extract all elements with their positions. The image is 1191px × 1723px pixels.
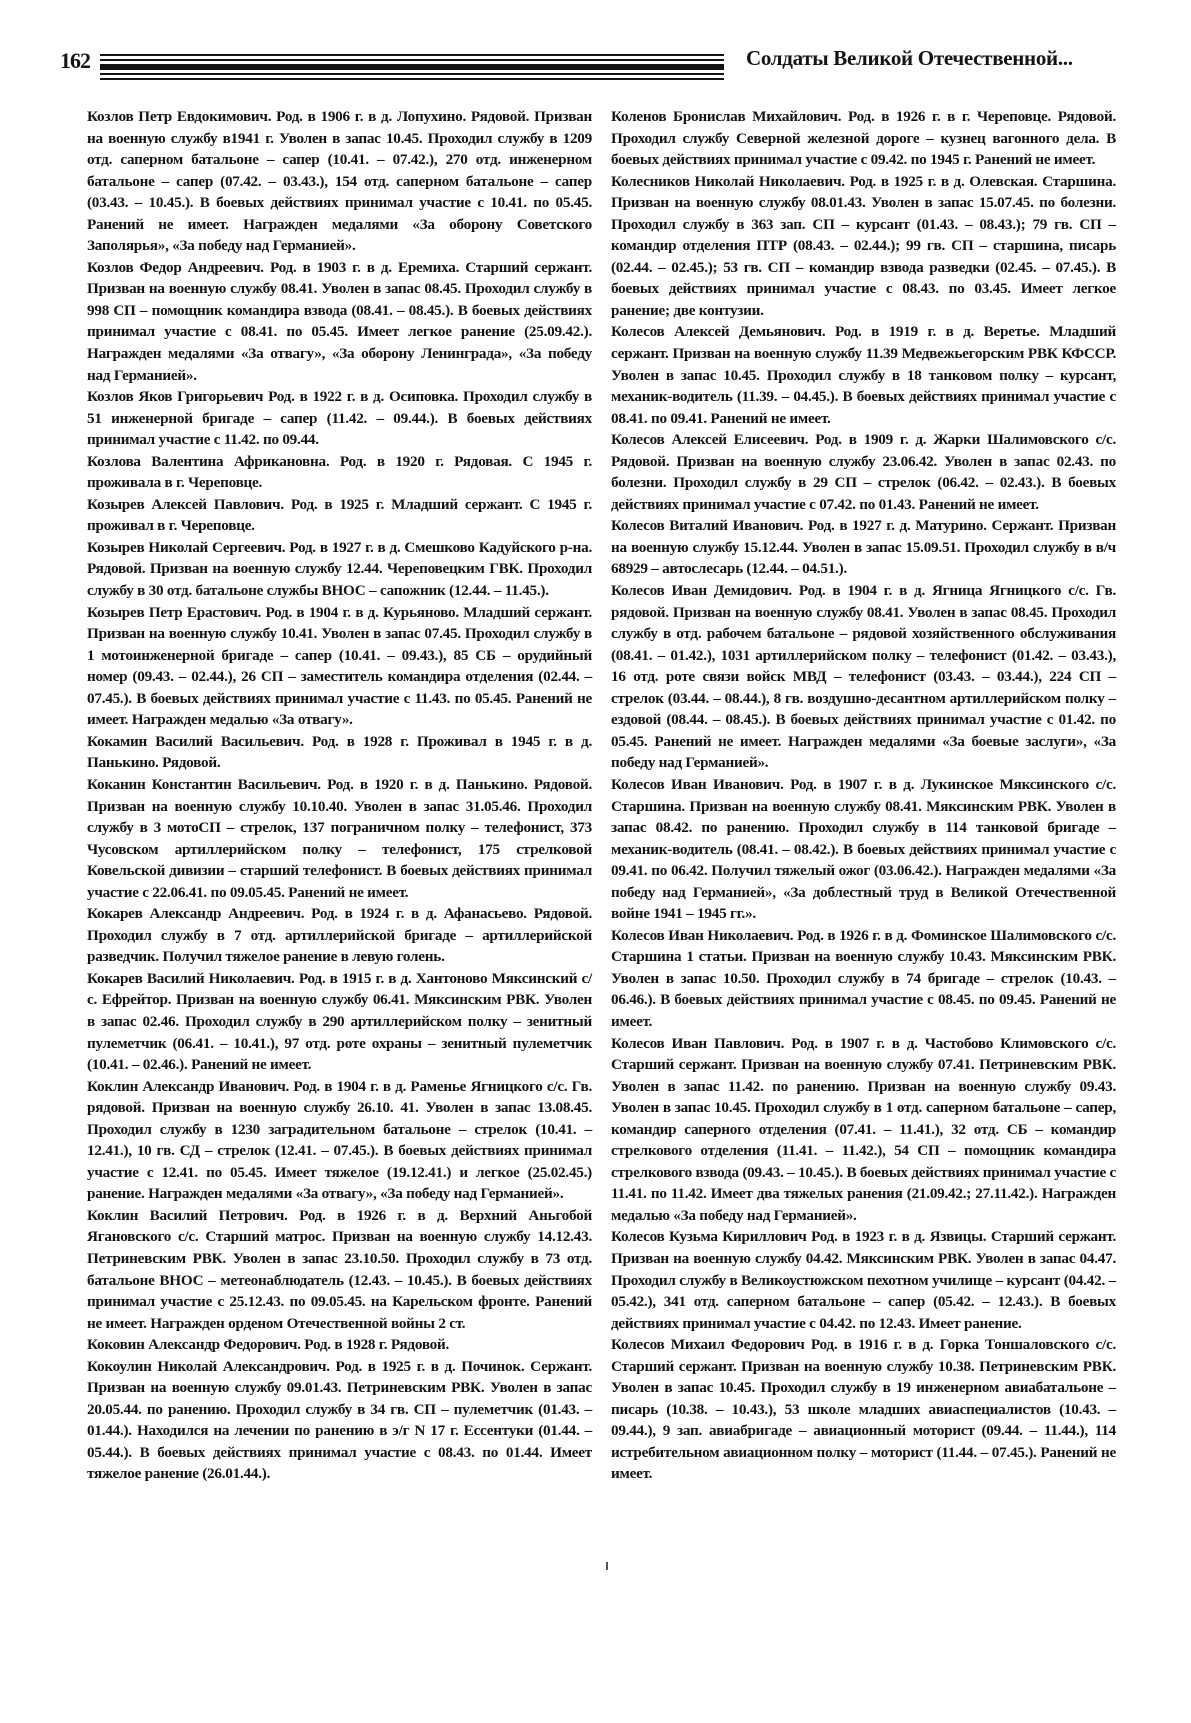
biography-entry: Колесов Иван Павлович. Род. в 1907 г. в д. Частобово Климовского с/с. Старший сержант. Призван на военную службу 07.41. Петриневским РВК. Уволен в запас 11.42. по ранению. Призван на военную службу 09.43. Уволен в запас 10.45. Проходил службу в 1 отд. саперном батальоне – сапер, командир саперного отделения (07.41. – 11.41.), 32 отд. СБ – командир стрелкового отделения (11.41. – 11.42.), 54 СП – помощник командира стрелкового взвода (09.43. – 10.45.). В боевых действиях принимал участие с 11.41. по 11.42. Имеет два тяжелых ранения (21.09.42.; 27.11.42.). Награжден медалью «За победу над Германией». bbox=[611, 1034, 1116, 1224]
biography-entry: Колесников Николай Николаевич. Род. в 1925 г. в д. Олевская. Старшина. Призван на военную службу 08.01.43. Уволен в запас 15.07.45. по болезни. Проходил службу в 363 зап. СП – курсант (01.43. – 08.43.); 79 гв. СП – командир отделения ПТР (08.43. – 02.44.); 99 гв. СП – старшина, писарь (02.44. – 02.45.); 53 гв. СП – командир взвода разведки (02.45. – 07.45.). В боевых действиях принимал участие с 08.43. по 03.45. Имеет легкое ранение; две контузии. bbox=[611, 172, 1116, 319]
biography-entry: Козлова Валентина Африкановна. Род. в 1920 г. Рядовая. С 1945 г. проживала в г. Череповце. bbox=[87, 452, 592, 492]
left-column bbox=[87, 106, 592, 1485]
biography-entry: Колесов Иван Демидович. Род. в 1904 г. в д. Ягница Ягницкого с/с. Гв. рядовой. Призван на военную службу 08.41. Уволен в запас 08.45. Проходил службу в отд. рабочем батальоне – рядовой хозяйственного обслуживания (08.41. – 01.42.), 1031 артиллерийском полку – телефонист (01.42. – 03.43.), 16 отд. роте связи войск МВД – телефонист (03.43. – 03.44.), 224 СП – стрелок (03.44. – 08.44.), 8 гв. воздушно-десантном артиллерийском полку – ездовой (08.44. – 08.45.). В боевых действиях принимал участие с 01.42. по 05.45. Ранений не имеет. Награжден медалями «За боевые заслуги», «За победу над Германией». bbox=[611, 582, 1116, 772]
biography-entry: Кокамин Василий Васильевич. Род. в 1928 г. Проживал в 1945 г. в д. Панькино. Рядовой. bbox=[87, 732, 592, 772]
biography-entry: Козлов Федор Андреевич. Род. в 1903 г. в д. Еремиха. Старший сержант. Призван на военную службу 08.41. Уволен в запас 08.45. Проходил службу в 998 СП – помощник командира взвода (08.41. – 08.45.). В боевых действиях принимал участие с 08.41. по 05.45. Имеет легкое ранение (25.09.42.). Награжден медалями «За отвагу», «За оборону Ленинграда», «За победу над Германией». bbox=[87, 258, 592, 384]
biography-entry: Кокарев Василий Николаевич. Род. в 1915 г. в д. Хантоново Мяксинский с/с. Ефрейтор. Призван на военную службу 06.41. Мяксинским РВК. Уволен в запас 02.46. Проходил службу в 290 артиллерийском полку – зенитный пулеметчик (06.41. – 10.41.), 97 отд. роте охраны – зенитный пулеметчик (10.41. – 02.46.). Ранений не имеет. bbox=[87, 969, 592, 1074]
biography-entry: Колесов Кузьма Кириллович Род. в 1923 г. в д. Язвицы. Старший сержант. Призван на военную службу 04.42. Мяксинским РВК. Уволен в запас 04.47. Проходил службу в Великоустюжском пехотном училище – курсант (04.42. – 05.42.), 341 отд. саперном батальоне – сапер (05.42. – 12.43.). В боевых действиях принимал участие с 04.42. по 12.43. Имеет ранение. bbox=[611, 1228, 1116, 1332]
biography-entry: Коленов Бронислав Михайлович. Род. в 1926 г. в г. Череповце. Рядовой. Проходил службу Северной железной дороге – кузнец вагонного дела. В боевых действиях принимал участие с 09.42. по 1945 г. Ранений не имеет. bbox=[611, 108, 1116, 169]
biography-entry: Колесов Алексей Елисеевич. Род. в 1909 г. д. Жарки Шалимовского с/с. Рядовой. Призван на военную службу 23.06.42. Уволен в запас 02.43. по болезни. Проходил службу в 29 СП – стрелок (06.42. – 02.43.). В боевых действиях принимал участие с 07.42. по 01.43. Ранений не имеет. bbox=[611, 431, 1116, 513]
biography-entry: Козырев Петр Ерастович. Род. в 1904 г. в д. Курьяново. Младший сержант. Призван на военную службу 10.41. Уволен в запас 07.45. Проходил службу в 1 мотоинженерной бригаде – сапер (10.41. – 09.43.), 85 СБ – орудийный номер (09.43. – 02.44.), 26 СП – заместитель командира отделения (02.44. – 07.45.). В боевых действиях принимал участие с 11.43. по 05.45. Ранений не имеет. Награжден медалью «За отвагу». bbox=[87, 603, 592, 729]
page-mark bbox=[606, 1562, 608, 1570]
biography-entry: Колесов Виталий Иванович. Род. в 1927 г. д. Матурино. Сержант. Призван на военную службу 15.12.44. Уволен в запас 15.09.51. Проходил службу в в/ч 68929 – автослесарь (12.44. – 04.51.). bbox=[611, 517, 1116, 578]
biography-entry: Колесов Алексей Демьянович. Род. в 1919 г. в д. Веретье. Младший сержант. Призван на военную службу 11.39 Медвежьегорским РВК КФССР. Уволен в запас 10.45. Проходил службу в 18 танковом полку – курсант, механик-водитель (11.39. – 04.45.). В боевых действиях принимал участие с 08.41. по 09.41. Ранений не имеет. bbox=[611, 323, 1116, 427]
biography-entry: Колесов Михаил Федорович Род. в 1916 г. в д. Горка Тоншаловского с/с. Старший сержант. Призван на военную службу 10.38. Петриневским РВК. Уволен в запас 10.45. Проходил службу в 19 инженерном авиабатальоне – писарь (10.38. – 10.43.), 53 школе младших авиаспециалистов (10.43. – 09.44.), 9 зап. авиабригаде – авиационный моторист (09.44. – 11.44.), 114 истребительном авиационном полку – моторист (11.44. – 07.45.). Ранений не имеет. bbox=[611, 1336, 1116, 1483]
biography-entry: Коканин Константин Васильевич. Род. в 1920 г. в д. Панькино. Рядовой. Призван на военную службу 10.10.40. Уволен в запас 31.05.46. Проходил службу в 3 мотоСП – стрелок, 137 пограничном полку – телефонист, 373 Чусовском артиллерийском полку – телефонист, 175 стрелковой Ковельской дивизии – старший телефонист. В боевых действиях принимал участие с 22.06.41. по 09.05.45. Ранений не имеет. bbox=[87, 775, 592, 901]
right-column bbox=[611, 106, 1116, 1485]
header-rules bbox=[100, 54, 724, 83]
page-number: 162 bbox=[60, 48, 90, 73]
biography-entry: Козырев Николай Сергеевич. Род. в 1927 г. в д. Смешково Кадуйского р-на. Рядовой. Призван на военную службу 12.44. Череповецким ГВК. Проходил службу в 30 отд. батальоне службы ВНОС – сапожник (12.44. – 11.45.). bbox=[87, 538, 592, 600]
biography-entry: Козырев Алексей Павлович. Род. в 1925 г. Младший сержант. С 1945 г. проживал в г. Череповце. bbox=[87, 495, 592, 535]
biography-entry: Кокарев Александр Андреевич. Род. в 1924 г. в д. Афанасьево. Рядовой. Проходил службу в 7 отд. артиллерийской бригаде – артиллерийской разведчик. Получил тяжелое ранение в левую голень. bbox=[87, 905, 592, 966]
biography-entry: Козлов Яков Григорьевич Род. в 1922 г. в д. Осиповка. Проходил службу в 51 инженерной бригаде – сапер (11.42. – 09.44.). В боевых действиях принимал участие с 11.42. по 09.44. bbox=[87, 388, 592, 449]
running-title: Солдаты Великой Отечественной... bbox=[746, 46, 1073, 70]
running-header bbox=[60, 44, 1120, 78]
biography-entry: Коковин Александр Федорович. Род. в 1928 г. Рядовой. bbox=[87, 1336, 450, 1354]
biography-entry: Козлов Петр Евдокимович. Род. в 1906 г. в д. Лопухино. Рядовой. Призван на военную службу в1941 г. Уволен в запас 10.45. Проходил службу в 1209 отд. саперном батальоне – сапер (10.41. – 07.42.), 270 отд. инженерном батальоне – сапер (07.42. – 03.43.), 154 отд. саперном батальоне – сапер (03.43. – 10.45.). В боевых действиях принимал участие с 10.41. по 05.45. Ранений не имеет. Награжден медалями «За оборону Советского Заполярья», «За победу над Германией». bbox=[87, 108, 592, 255]
biography-entry: Колесов Иван Иванович. Род. в 1907 г. в д. Лукинское Мяксинского с/с. Старшина. Призван на военную службу 08.41. Мяксинским РВК. Уволен в запас 08.42. по ранению. Проходил службу в 114 танковой бригаде – механик-водитель (08.41. – 08.42.). В боевых действиях принимал участие с 09.41. по 06.42. Получил тяжелый ожог (03.06.42.). Награжден медалями «За победу над Германией», «За доблестный труд в Великой Отечественной войне 1941 – 1945 гг.». bbox=[611, 775, 1116, 923]
biography-entry: Коклин Василий Петрович. Род. в 1926 г. в д. Верхний Аньгобой Ягановского с/с. Старший матрос. Призван на военную службу 14.12.43. Петриневским РВК. Уволен в запас 23.10.50. Проходил службу в 73 отд. батальоне ВНОС – метеонаблюдатель (12.43. – 10.45.). В боевых действиях принимал участие с 25.12.43. по 09.05.45. на Карельском фронте. Ранений не имеет. Награжден орденом Отечественной войны 2 ст. bbox=[87, 1206, 592, 1332]
biography-entry: Коклин Александр Иванович. Род. в 1904 г. в д. Раменье Ягницкого с/с. Гв. рядовой. Призван на военную службу 26.10. 41. Уволен в запас 13.08.45. Проходил службу в 1230 заградительном батальоне – стрелок (10.41. – 12.41.), 10 гв. СД – стрелок (12.41. – 07.45.). В боевых действиях принимал участие с 12.41. по 05.45. Имеет тяжелое (19.12.41.) и легкое (25.02.45.) ранение. Награжден медалями «За отвагу», «За победу над Германией». bbox=[87, 1077, 592, 1203]
biography-entry: Колесов Иван Николаевич. Род. в 1926 г. в д. Фоминское Шалимовского с/с. Старшина 1 статьи. Призван на военную службу 10.43. Мяксинским РВК. Уволен в запас 10.50. Проходил службу в 74 бригаде – стрелок (10.43. – 06.46.). В боевых действиях принимал участие с 08.45. по 09.45. Ранений не имеет. bbox=[611, 926, 1116, 1030]
biography-entry: Кокоулин Николай Александрович. Род. в 1925 г. в д. Починок. Сержант. Призван на военную службу 09.01.43. Петриневским РВК. Уволен в запас 20.05.44. по ранению. Проходил службу в 34 гв. СП – пулеметчик (01.43. – 01.44.). Находился на лечении по ранению в э/г N 17 г. Ессентуки (01.44. – 05.44.). В боевых действиях принимал участие с 08.43. по 01.44. Имеет тяжелое ранение (26.01.44.). bbox=[87, 1357, 592, 1483]
